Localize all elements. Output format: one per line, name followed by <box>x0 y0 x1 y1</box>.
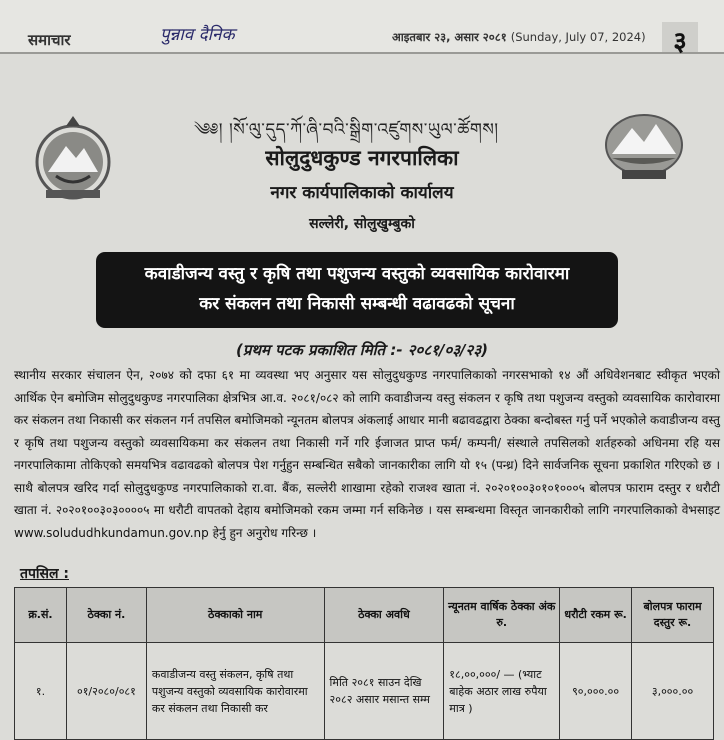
schedule-heading: तपसिल : <box>20 566 69 582</box>
table-header-row <box>15 588 714 643</box>
cell-sn: १. <box>15 643 67 740</box>
col-header-min-amount: न्यूनतम वार्षिक ठेक्का अंक रु. <box>444 588 560 643</box>
col-header-contract-no: ठेक्का नं. <box>66 588 146 643</box>
title-line-1: कवाडीजन्य वस्तु र कृषि तथा पशुजन्य वस्तुको व्यवसायिक कारोवारमा <box>144 264 570 284</box>
schedule-table <box>14 587 714 740</box>
col-header-period: ठेक्का अवधि <box>324 588 444 643</box>
cell-form-fee: ३,०००.०० <box>632 643 714 740</box>
organization-name: सोलुदुधकुण्ड नगरपालिका <box>265 146 459 170</box>
date-nepali: आइतबार २३, असार २०८१ <box>392 30 507 44</box>
cell-min-amount: १८,००,०००/ — (भ्याट बाहेक अठार लाख रुपैया मात्र ) <box>444 643 560 740</box>
notice-body: स्थानीय सरकार संचालन ऐन, २०७४ को दफा ६१ मा व्यवस्था भए अनुसार यस सोलुदुधकुण्ड नगरपालिकाको नगरसभाको १४ औं अधिवेशनबाट स्वीकृत भएको आर्थिक ऐन बमोजिम सोलुदुधकुण्ड नगरपालिका क्षेत्रभित्र आ.व. २०८१/०८२ को लागि कवाडीजन्य वस्तु संकलन र कृषि तथा पशुजन्य वस्तुको व्यवसायिक कारोवारमा कर संकलन तथा निकासी कर संकलन गर्न तपसिल बमोजिमको न्यूनतम बोलपत्र अंकलाई आधार मानी बढावढद्वारा ठेक्का बन्दोबस्त गर्नु पर्ने भएकोले कवाडीजन्य वस्तु र कृषि तथा पशुजन्य वस्तुको व्यवसायिकमा कर संकलन तथा निकासी गर्ने गरि ईजाजत प्राप्त फर्म/ कम्पनी/ संस्थाले तपसिलको शर्तहरुको अधिनमा रहि यस नगरपालिकामा तोकिएको समयभित्र वढावढको बोलपत्र पेश गर्नुहुन सम्बन्धित सबैको जानकारीका लागि यो १५ (पन्ध्र) दिने सार्वजनिक सूचना प्रकाशित गरिएको छ । साथै बोलपत्र खरिद गर्दा सोलुदुधकुण्ड नगरपालिकाको रा.वा. बैंक, सल्लेरी शाखामा रहेको राजश्व खाता नं. २०२०१००३०१०१०००५ बोलपत्र फाराम दस्तुर र धरौटी खाता नं. २०२०१००३०३००००५ मा धरौटी वापतको देहाय बमोजिमको रकम जम्मा गर्न सकिनेछ । यस सम्बन्धमा विस्तृत जानकारीको लागि नगरपालिकाको वेभसाइट www.solududhkundamun.gov.np हेर्नु हुन अनुरोध गरिन्छ । <box>14 368 720 540</box>
cell-contract-no: ०१/२०८०/०८१ <box>66 643 146 740</box>
col-header-deposit: धरौटी रकम रू. <box>560 588 632 643</box>
office-name: नगर कार्यपालिकाको कार्यालय <box>270 183 454 203</box>
page-number: ३ <box>662 22 698 52</box>
col-header-form-fee: बोलपत्र फाराम दस्तुर रू. <box>632 588 714 643</box>
notice-title-banner <box>96 252 618 328</box>
cell-period: मिति २०८१ साउन देखि २०८२ असार मसान्त सम्म <box>324 643 444 740</box>
newspaper-header <box>0 0 724 57</box>
col-header-name: ठेक्काको नाम <box>146 588 324 643</box>
issue-date <box>392 30 646 45</box>
cell-deposit: ९०,०००.०० <box>560 643 632 740</box>
handwritten-note: पुन्नाव दैनिक <box>160 25 235 45</box>
table-row <box>15 643 714 740</box>
office-location: सल्लेरी, सोलुखुम्बुको <box>309 216 415 232</box>
date-english: (Sunday, July 07, 2024) <box>510 30 646 44</box>
title-line-2: कर संकलन तथा निकासी सम्बन्धी वढावढको सूचना <box>199 294 515 314</box>
col-header-sn: क्र.सं. <box>15 588 67 643</box>
section-label: समाचार <box>28 31 71 49</box>
tibetan-heading: ༄༅། །སོ་ལུ་དུད་ཀོ་ཞི་བའི་སྒྲིག་འཛུགས་ཡུལ་ཚོགས། <box>194 120 499 140</box>
first-published-date: (प्रथम पटक प्रकाशित मिति :- २०८१/०३/२३) <box>236 341 488 359</box>
public-notice <box>8 90 720 736</box>
cell-name: कवाडीजन्य वस्तु संकलन, कृषि तथा पशुजन्य वस्तुको व्यवसायिक कारोवारमा कर संकलन तथा निकासी कर <box>146 643 324 740</box>
